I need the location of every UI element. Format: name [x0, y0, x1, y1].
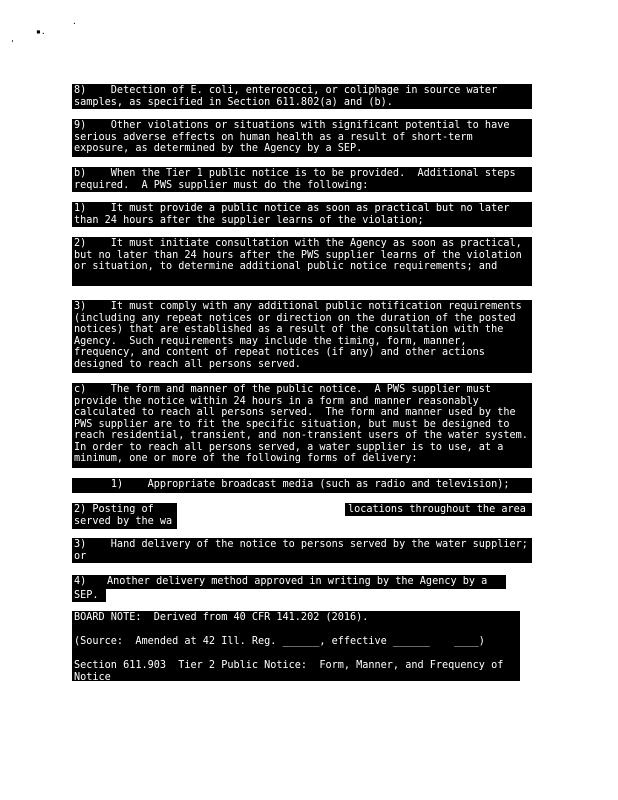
paragraph-b: b) When the Tier 1 public notice is to be provided. Additional steps required. A PWS supplier must do the following:	[72, 167, 532, 192]
paragraph-9: 9) Other violations or situations with significant potential to have serious adverse effects on human health as a result of short-term exposure, as determined by the Agency by a SEP.	[72, 119, 532, 157]
paragraph-c: c) The form and manner of the public notice. A PWS supplier must provide the notice within 24 hours in a form and manner reasonably calculated to reach all persons served. The form and manner used by the PWS supplier are to fit the specific situation, but must be designed to reach residential, transient, and non-transient users of the water system. In order to reach all persons served, a water supplier is to use, at a minimum, one or more of the following forms of delivery:	[72, 383, 532, 468]
paragraph-c2-left: 2) Posting of	[74, 504, 154, 515]
scan-speck: '	[10, 39, 15, 48]
paragraph-c4-number: 4)	[74, 576, 87, 587]
paragraph-c1: 1) Appropriate broadcast media (such as radio and television);	[72, 478, 532, 493]
redaction-gap	[177, 516, 532, 529]
board-note: BOARD NOTE: Derived from 40 CFR 141.202 (2016).	[72, 611, 520, 625]
paragraph-c2-right: locations throughout the area	[348, 504, 526, 515]
paragraph-c2-cont: served by the wa	[74, 516, 173, 527]
scan-speck: ▪.	[36, 27, 46, 36]
paragraph-b3: 3) It must comply with any additional public notification requirements (including any repeat notices or direction on the duration of the posted notices) that are established as a result of the consultation with the Agency. Such requirements may include the timing, form, manner, frequency, and content of repeat notices (if any) and other actions designed to reach all persons served.	[72, 300, 532, 373]
paragraph-b2: 2) It must initiate consultation with the Agency as soon as practical, but no later than 24 hours after the PWS supplier learns of the violation or situation, to determine additional public notice requirements; and	[72, 237, 532, 286]
paragraph-b1: 1) It must provide a public notice as soon as practical but no later than 24 hours after the supplier learns of the violation;	[72, 202, 532, 227]
paragraph-c4-end: SEP.	[72, 589, 106, 602]
source-note: (Source: Amended at 42 Ill. Reg. ______, effective ______ ____)	[72, 625, 520, 653]
paragraph-c4-text: Another delivery method approved in writing by the Agency by a	[107, 576, 488, 587]
paragraph-c3: 3) Hand delivery of the notice to persons served by the water supplier; or	[74, 539, 535, 562]
redaction-gap	[177, 503, 345, 516]
scan-speck: ·	[72, 19, 77, 28]
paragraph-8: 8) Detection of E. coli, enterococci, or coliphage in source water samples, as specified in Section 611.802(a) and (b).	[72, 84, 532, 109]
section-title: Section 611.903 Tier 2 Public Notice: Form, Manner, and Frequency of Notice	[72, 653, 520, 681]
